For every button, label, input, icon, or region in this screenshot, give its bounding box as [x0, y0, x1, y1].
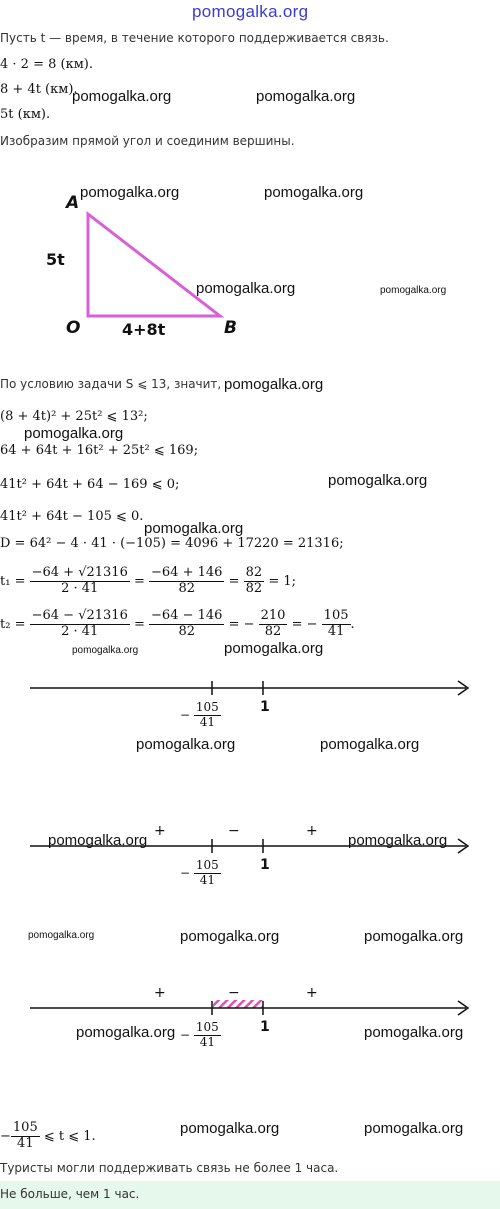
watermark: pomogalka.org — [144, 520, 244, 537]
right-triangle — [88, 214, 220, 316]
equation-3: 41t² + 64t + 64 − 169 ⩽ 0; — [0, 477, 180, 492]
text-line-1: Пусть t — время, в течение которого поддерживается связь. — [0, 31, 389, 45]
t2-fraction — [30, 609, 130, 640]
t2-mid-num: −64 − 146 — [151, 608, 223, 623]
t2-f-fraction — [322, 609, 351, 640]
final-den: 41 — [17, 1135, 34, 1151]
answer-text: Не больше, чем 1 час. — [0, 1187, 140, 1201]
final-inequality: − $\frac{105}{41}$ ⩽ t ⩽ 1. — [0, 1120, 96, 1151]
watermark: pomogalka.org — [348, 832, 448, 849]
watermark: pomogalka.org — [76, 1024, 176, 1041]
t1-r-fraction — [244, 566, 265, 597]
root-t2: t₂ = $\frac{-64 - √21316}{2 \cdot 41}$ = $\frac{-64 - 146}{82}$ = − $\frac{210}{82}$ = − $\frac{105}{41}$ . — [0, 608, 355, 639]
t1-num: −64 + √21316 — [31, 565, 128, 580]
text-line-3: 8 + 4t (км). — [0, 82, 78, 97]
final-num: 105 — [12, 1120, 38, 1135]
nl1-left-root: − $\frac{105}{41}$ — [180, 700, 219, 729]
t2-r-den: 82 — [264, 623, 282, 639]
t1-mid-fraction — [149, 566, 224, 597]
watermark: pomogalka.org — [180, 1120, 280, 1137]
watermark: pomogalka.org — [80, 184, 180, 201]
t1-mid-num: −64 + 146 — [151, 565, 223, 580]
t1-r-num: 82 — [245, 565, 263, 580]
watermark: pomogalka.org — [256, 88, 356, 105]
watermark: pomogalka.org — [380, 285, 447, 296]
watermark: pomogalka.org — [264, 184, 364, 201]
watermark: pomogalka.org — [72, 88, 172, 105]
vertex-a-label: A — [66, 193, 80, 213]
watermark: pomogalka.org — [224, 376, 324, 393]
conclusion-text: Туристы могли поддерживать связь не более 1 часа. — [0, 1161, 339, 1175]
t2-r-fraction — [259, 609, 288, 640]
t2-f-den: 41 — [327, 623, 345, 639]
watermark: pomogalka.org — [136, 736, 236, 753]
nl3-sign-middle: − — [228, 985, 240, 1001]
watermark: pomogalka.org — [24, 425, 124, 442]
t2-mid-fraction — [149, 609, 224, 640]
t1-den: 2 · 41 — [61, 580, 99, 596]
t2-num: −64 − √21316 — [31, 608, 128, 623]
t2-f-num: 105 — [323, 608, 349, 623]
nl3-root-num: 105 — [195, 1020, 219, 1034]
nl1-root-den: 41 — [199, 714, 215, 729]
discriminant-line: D = 64² − 4 · 41 · (−105) = 4096 + 17220 = 21316; — [0, 536, 344, 551]
equation-1: (8 + 4t)² + 25t² ⩽ 13²; — [0, 409, 148, 424]
number-line-1 — [0, 668, 500, 738]
number-line-3 — [0, 988, 500, 1058]
nl2-sign-left: + — [154, 823, 166, 839]
t2-mid-den: 82 — [178, 623, 195, 639]
t1-mid-den: 82 — [178, 580, 195, 596]
t1-fraction — [30, 566, 130, 597]
condition-line: По условию задачи S ⩽ 13, значит, — [0, 377, 222, 391]
site-header[interactable]: pomogalka.org — [192, 2, 309, 21]
watermark: pomogalka.org — [364, 928, 464, 945]
watermark: pomogalka.org — [224, 640, 324, 657]
answer-box — [0, 1181, 500, 1209]
t2-r-num: 210 — [260, 608, 286, 623]
nl2-sign-middle: − — [228, 823, 240, 839]
vertex-b-label: B — [224, 318, 237, 338]
equation-4: 41t² + 64t − 105 ⩽ 0. — [0, 509, 144, 524]
nl1-right-root: 1 — [260, 699, 270, 715]
watermark: pomogalka.org — [48, 832, 148, 849]
root-t1: t₁ = $\frac{-64 + √21316}{2 \cdot 41}$ = $\frac{-64 + 146}{82}$ = $\frac{82}{82}$ = 1; — [0, 565, 296, 596]
t1-end: = 1; — [268, 573, 296, 589]
nl2-sign-right: + — [306, 823, 318, 839]
watermark: pomogalka.org — [364, 1024, 464, 1041]
watermark: pomogalka.org — [180, 928, 280, 945]
equation-2: 64 + 64t + 16t² + 25t² ⩽ 169; — [0, 443, 199, 458]
t2-den: 2 · 41 — [61, 623, 99, 639]
side-vertical-label: 5t — [46, 250, 65, 269]
final-rest: ⩽ t ⩽ 1. — [43, 1128, 96, 1144]
side-horizontal-label: 4+8t — [122, 320, 166, 339]
nl3-right-root: 1 — [260, 1019, 270, 1035]
text-line-2: 4 · 2 = 8 (км). — [0, 57, 94, 72]
watermark: pomogalka.org — [320, 736, 420, 753]
solution-interval-shading — [213, 1000, 263, 1008]
t2-lhs: t₂ = — [0, 616, 26, 632]
nl3-sign-right: + — [306, 985, 318, 1001]
nl3-root-den: 41 — [199, 1034, 215, 1049]
text-line-4: 5t (км). — [0, 107, 51, 122]
nl2-left-root: − $\frac{105}{41}$ — [180, 858, 219, 887]
watermark: pomogalka.org — [196, 280, 296, 297]
vertex-o-label: O — [66, 318, 81, 338]
triangle-diagram — [0, 160, 500, 370]
nl2-right-root: 1 — [260, 857, 270, 873]
nl2-root-den: 41 — [199, 872, 215, 887]
watermark: pomogalka.org — [28, 930, 95, 941]
watermark: pomogalka.org — [364, 1120, 464, 1137]
text-line-5: Изобразим прямой угол и соединим вершины. — [0, 134, 295, 148]
nl2-root-num: 105 — [195, 858, 219, 872]
watermark: pomogalka.org — [328, 472, 428, 489]
watermark: pomogalka.org — [72, 645, 139, 656]
nl3-sign-left: + — [154, 985, 166, 1001]
nl3-left-root: − $\frac{105}{41}$ — [180, 1020, 219, 1049]
nl1-root-num: 105 — [195, 700, 219, 714]
t1-r-den: 82 — [245, 580, 263, 596]
t1-lhs: t₁ = — [0, 573, 26, 589]
